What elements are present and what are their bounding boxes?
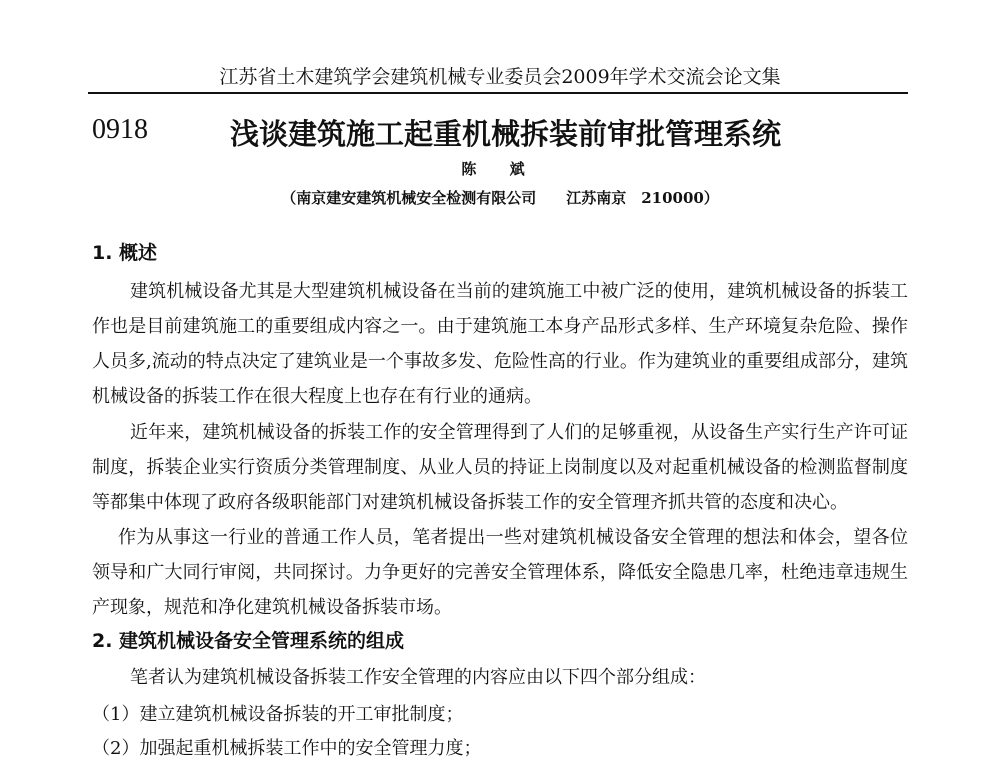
paragraph-line: 建筑机械设备尤其是大型建筑机械设备在当前的建筑施工中被广泛的使用，建筑机械设备的拆装工 bbox=[130, 281, 908, 302]
section-heading: 1. 概述 bbox=[92, 242, 158, 264]
section-heading: 2. 建筑机械设备安全管理系统的组成 bbox=[92, 630, 405, 652]
header-rule bbox=[88, 92, 908, 94]
paragraph-line: 作为从事这一行业的普通工作人员，笔者提出一些对建筑机械设备安全管理的想法和体会，望各位 bbox=[118, 527, 908, 548]
paragraph-line: 等都集中体现了政府各级职能部门对建筑机械设备拆装工作的安全管理齐抓共管的态度和决心。 bbox=[92, 492, 848, 513]
paragraph-line: 近年来，建筑机械设备的拆装工作的安全管理得到了人们的足够重视，从设备生产实行生产许可证 bbox=[130, 422, 908, 443]
paragraph-line: 人员多,流动的特点决定了建筑业是一个事故多发、危险性高的行业。作为建筑业的重要组成部分，建筑 bbox=[92, 351, 908, 372]
paper-title: 浅谈建筑施工起重机械拆装前审批管理系统 bbox=[230, 117, 782, 151]
affiliation: （南京建安建筑机械安全检测有限公司 江苏南京 210000） bbox=[281, 189, 719, 207]
paper-number: 0918 bbox=[92, 114, 148, 145]
running-header: 江苏省土木建筑学会建筑机械专业委员会2009年学术交流会论文集 bbox=[219, 66, 781, 88]
paragraph-line: 笔者认为建筑机械设备拆装工作安全管理的内容应由以下四个部分组成： bbox=[130, 667, 706, 688]
paragraph-line: 产现象，规范和净化建筑机械设备拆装市场。 bbox=[92, 597, 452, 618]
author: 陈 斌 bbox=[461, 160, 539, 178]
paragraph-line: 制度，拆装企业实行资质分类管理制度、从业人员的持证上岗制度以及对起重机械设备的检测监督制度 bbox=[92, 457, 908, 478]
list-item: （2）加强起重机械拆装工作中的安全管理力度； bbox=[92, 738, 482, 759]
list-item: （1）建立建筑机械设备拆装的开工审批制度； bbox=[92, 704, 464, 725]
paragraph-line: 作也是目前建筑施工的重要组成内容之一。由于建筑施工本身产品形式多样、生产环境复杂危险、操作 bbox=[92, 316, 908, 337]
paragraph-line: 机械设备的拆装工作在很大程度上也存在有行业的通病。 bbox=[92, 386, 542, 407]
paragraph-line: 领导和广大同行审阅，共同探讨。力争更好的完善安全管理体系，降低安全隐患几率，杜绝违章违规生 bbox=[92, 562, 908, 583]
